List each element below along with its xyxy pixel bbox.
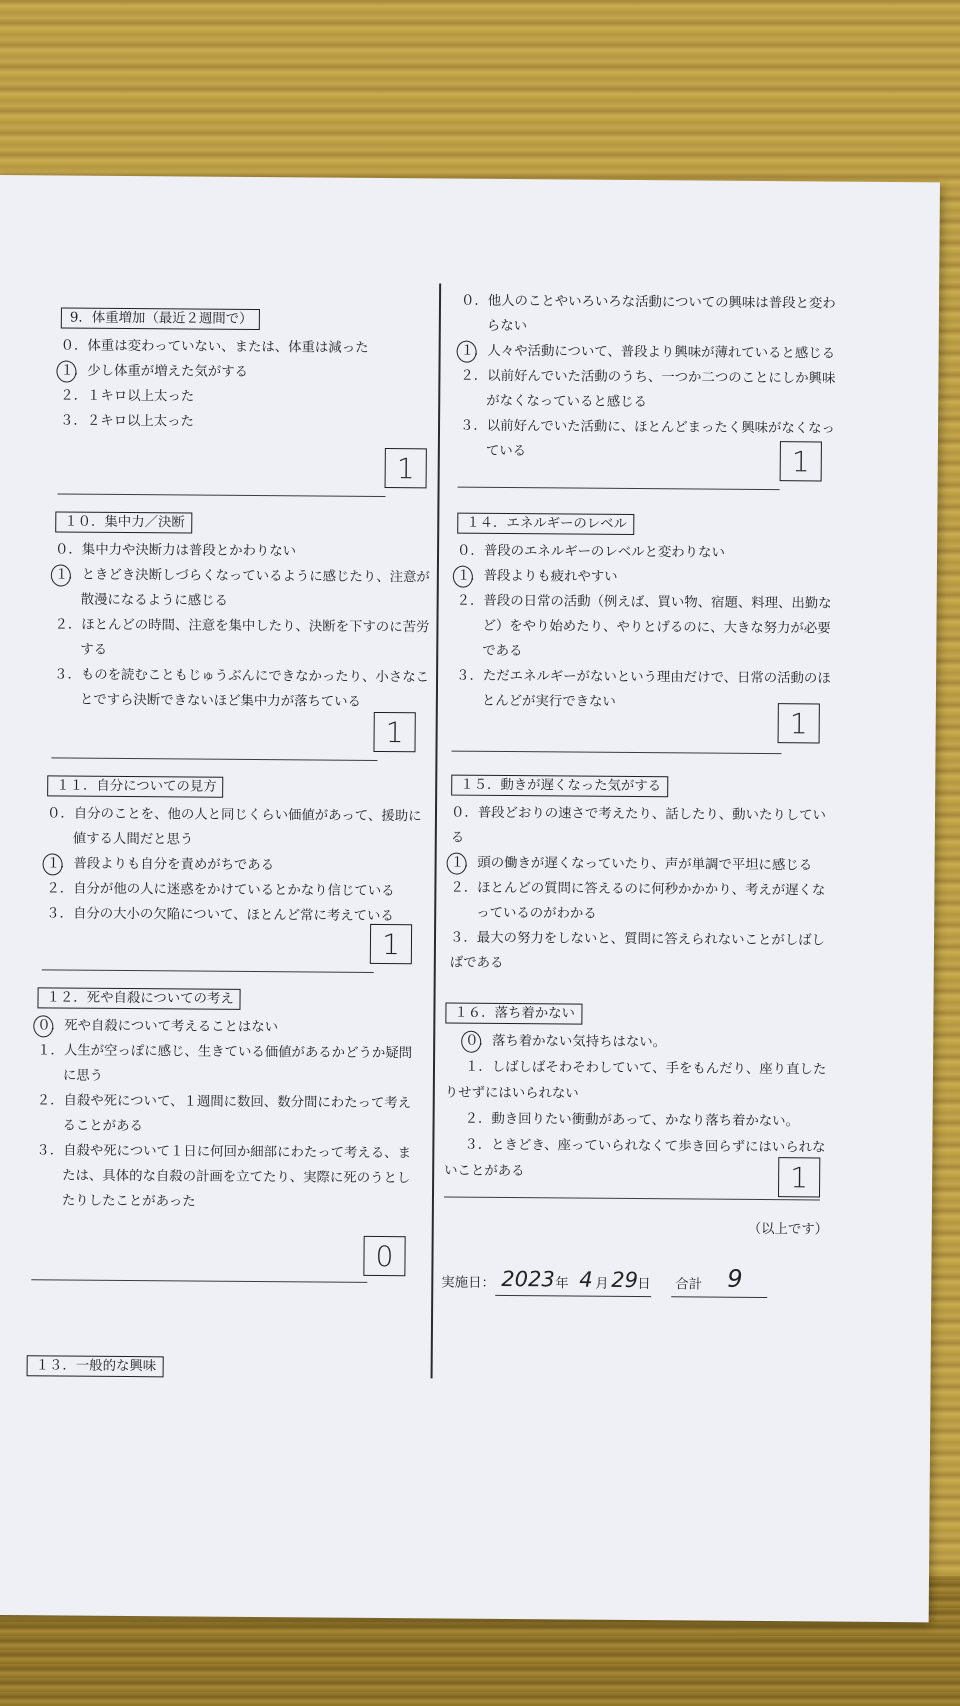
s14-option-1: １．普段よりも疲れやすい	[456, 568, 618, 585]
divider	[42, 969, 374, 973]
s11-option-3: ３．自分の大小の欠陥について、ほとんど常に考えている	[46, 906, 394, 925]
day-unit: 日	[637, 1277, 651, 1293]
s11-option-0-line-2: 値する人間だと思う	[72, 831, 194, 848]
handwritten-month: 4	[579, 1267, 593, 1292]
s15-option-0-line-2: る	[450, 830, 465, 846]
s12-option-0: ０．死や自殺について考えることはない	[37, 1018, 279, 1036]
s15-option-3-line-1: ３．最大の努力をしないと、質問に答えられないことがしばし	[449, 930, 826, 949]
s12-option-2-line-2: ることがある	[62, 1118, 143, 1135]
s10-option-1-line-1: １．ときどき決断しづらくなっているように感じたり、注意が	[54, 567, 430, 586]
s15-option-2-line-2: っているのがわかる	[476, 905, 597, 922]
s14-score-box: 1	[778, 703, 820, 743]
s10-option-2-line-2: する	[80, 642, 108, 658]
section-12-title: １２．死や自殺についての考え	[37, 987, 240, 1010]
s13-option-2-line-1: ２．以前好んでいた活動のうち、一つか二つのことにしか興味	[460, 368, 836, 387]
s10-option-0: ０．集中力や決断力は普段とかわりない	[54, 542, 297, 560]
s16-option-2: ２．動き回りたい衝動があって、かなり落ち着かない。	[464, 1111, 800, 1130]
s16-option-1-line-1: １．しばしばそわそわしていて、手をもんだり、座り直した	[464, 1059, 827, 1078]
divider	[451, 751, 781, 755]
s9-score-box: 1	[385, 448, 427, 488]
s14-option-3-line-2: とんどが実行できない	[481, 693, 616, 710]
s13-option-1: １．人々や活動について、普段より興味が薄れていると感じる	[460, 343, 836, 362]
month-unit: 月	[595, 1276, 609, 1292]
s11-score-box: 1	[370, 924, 412, 964]
s9-option-3: ３．２キロ以上太った	[60, 413, 195, 430]
s12-score-box: 0	[363, 1236, 405, 1276]
s10-option-3-line-1: ３．ものを読むこともじゅうぶんにできなかったり、小さなこ	[54, 667, 430, 686]
handwritten-day: 29	[611, 1267, 639, 1293]
s14-option-3-line-1: ３．ただエネルギーがないという理由だけで、日常の活動のほ	[456, 668, 831, 687]
s9-option-2: ２．１キロ以上太った	[60, 388, 195, 405]
s14-option-2-line-3: である	[482, 643, 523, 660]
s9-option-1: １．少し体重が増えた気がする	[60, 363, 248, 380]
s12-option-3-line-3: たりしたことがあった	[61, 1193, 196, 1210]
s15-option-0-line-1: ０．普段どおりの速さで考えたり、話したり、動いたりしてい	[450, 805, 826, 824]
s14-option-2-line-2: ど）をやり始めたり、やりとげるのに、大きな努力が必要	[482, 618, 831, 637]
year-unit: 年	[555, 1276, 569, 1292]
s9-option-0: ０．体重は変わっていない、または、体重は減った	[60, 338, 369, 356]
questionnaire-sheet	[0, 175, 940, 1622]
section-15-title: １５．動きが遅くなった気がする	[451, 775, 668, 798]
total-underline	[671, 1296, 767, 1298]
total-label: 合計	[675, 1277, 703, 1293]
section-11-title: １１．自分についての見方	[47, 775, 224, 797]
s15-option-3-line-2: ばである	[449, 955, 504, 971]
date-label: 実施日：	[441, 1275, 495, 1291]
s16-score-box: 1	[778, 1157, 820, 1197]
s12-option-2-line-1: ２．自殺や死について、１週間に数回、数分間にわたって考え	[36, 1093, 412, 1112]
s15-option-2-line-1: ２．ほとんどの質問に答えるのに何秒かかかり、考えが遅くな	[450, 880, 826, 899]
s13-option-2-line-2: がなくなっていると感じる	[486, 393, 647, 411]
s15-option-1: １．頭の働きが遅くなっていたり、声が単調で平坦に感じる	[450, 855, 813, 874]
s11-option-2: ２．自分が他の人に迷惑をかけているとかなり信じている	[46, 881, 395, 900]
s12-option-1-line-1: １．人生が空っぽに感じ、生きている価値があるかどうか疑問	[37, 1043, 413, 1062]
s13-option-3-line-1: ３．以前好んでいた活動に、ほとんどまったく興味がなくなっ	[459, 418, 836, 437]
s16-option-3-line-1: ３．ときどき、座っていられなくて歩き回らずにはいられな	[464, 1137, 826, 1156]
divider	[31, 1279, 367, 1283]
s11-option-1: １．普段よりも自分を責めがちである	[46, 856, 275, 874]
s10-option-3-line-2: とですら決断できないほど集中力が落ちている	[79, 692, 362, 710]
divider	[458, 487, 780, 491]
s10-option-2-line-1: ２．ほとんどの時間、注意を集中したり、決断を下すのに苦労	[54, 617, 430, 636]
s10-score-box: 1	[373, 712, 415, 752]
section-16-title: １６．落ち着かない	[445, 1003, 582, 1025]
s13-option-0-line-2: らない	[486, 318, 528, 335]
handwritten-year: 2023	[501, 1266, 555, 1292]
section-9-title: 9．体重増加（最近２週間で）	[61, 307, 260, 330]
divider	[51, 757, 377, 761]
s16-option-3-line-2: いことがある	[444, 1163, 525, 1180]
s13-option-3-line-2: ている	[485, 443, 527, 460]
column-divider	[431, 283, 441, 1378]
handwritten-total: 9	[727, 1264, 743, 1293]
section-14-title: １４．エネルギーのレベル	[457, 513, 634, 535]
date-underline	[495, 1295, 651, 1297]
s16-option-0: ０．落ち着かない気持ちはない。	[465, 1033, 667, 1051]
section-13-title: １３．一般的な興味	[27, 1355, 164, 1377]
s16-option-1-line-2: りせずにはいられない	[444, 1085, 579, 1102]
s13-score-box: 1	[780, 441, 822, 481]
s14-option-2-line-1: ２．普段の日常の活動（例えば、買い物、宿題、料理、出勤な	[456, 593, 832, 612]
s12-option-1-line-2: に思う	[62, 1068, 104, 1084]
s12-option-3-line-1: ３．自殺や死について１日に何回か細部にわたって考える、ま	[36, 1143, 412, 1162]
s12-option-3-line-2: たは、具体的な自殺の計画を立てたり、実際に死のうとし	[62, 1168, 411, 1187]
s10-option-1-line-2: 散漫になるように感じる	[80, 592, 229, 609]
section-10-title: １０．集中力／決断	[55, 511, 192, 533]
divider	[57, 493, 385, 497]
s13-option-0-line-1: ０．他人のことやいろいろな活動についての興味は普段と変わ	[460, 293, 836, 312]
divider	[444, 1197, 820, 1201]
end-note: （以上です）	[747, 1221, 829, 1238]
s11-option-0-line-1: ０．自分のことを、他の人と同じくらい価値があって、援助に	[46, 806, 422, 825]
s14-option-0: ０．普段のエネルギーのレベルと変わりない	[457, 543, 725, 561]
